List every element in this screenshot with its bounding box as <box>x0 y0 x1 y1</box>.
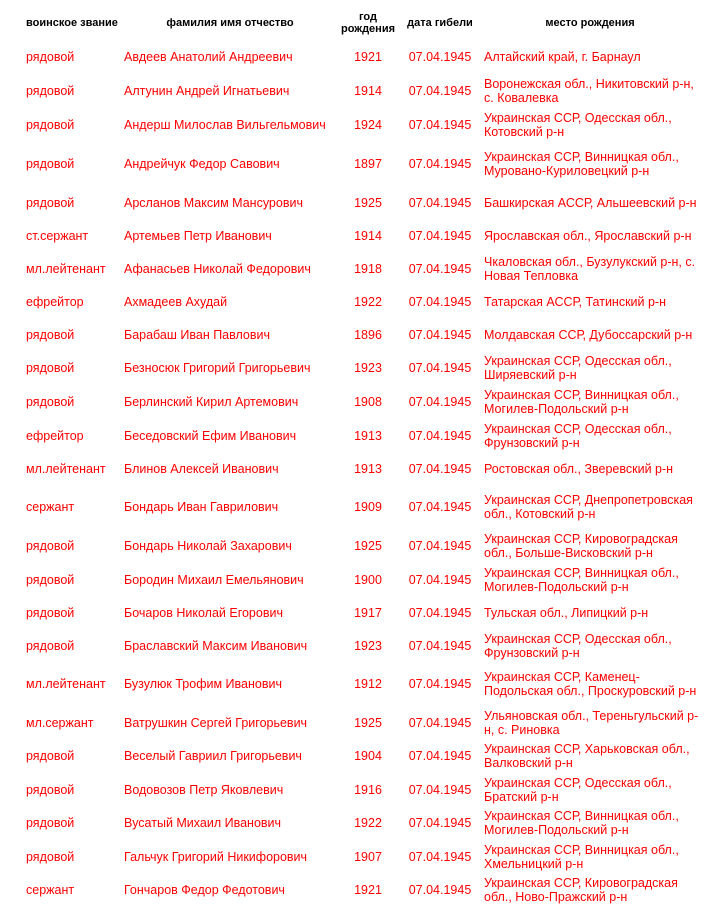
table-row <box>20 739 700 773</box>
cell-death-date: 07.04.1945 <box>408 638 472 653</box>
cell-birthplace: Алтайский край, г. Барнаул <box>484 50 641 64</box>
table-row <box>20 252 700 285</box>
table-row <box>20 318 700 351</box>
table-row <box>20 485 700 529</box>
cell-birthplace: Ростовская обл., Зверевский р-н <box>484 461 674 476</box>
cell-birth-year: 1925 <box>354 715 382 730</box>
cell-birth-year: 1913 <box>354 428 382 443</box>
cell-birthplace: Украинская ССР, Кировоградская обл., Ново-Пражский р-н <box>484 875 678 904</box>
cell-death-date: 07.04.1945 <box>408 50 472 64</box>
cell-birth-year: 1922 <box>354 294 382 309</box>
cell-birthplace: Чкаловская обл., Бузулукский р-н, с. Новая Тепловка <box>484 254 696 283</box>
cell-death-date: 07.04.1945 <box>408 849 472 864</box>
cell-rank: рядовой <box>26 849 75 864</box>
cell-death-date: 07.04.1945 <box>408 882 472 897</box>
cell-birthplace: Украинская ССР, Днепропетровская обл., Котовский р-н <box>484 493 693 521</box>
cell-name: Бузулюк Трофим Иванович <box>124 677 282 691</box>
cell-birthplace: Украинская ССР, Каменец-Подольская обл., Проскуровский р-н <box>484 670 697 698</box>
cell-name: Бондарь Иван Гаврилович <box>124 500 279 514</box>
cell-birth-year: 1924 <box>354 118 382 132</box>
cell-rank: рядовой <box>26 749 75 763</box>
cell-birthplace: Украинская ССР, Одесская обл., Котовский р-н <box>484 111 672 139</box>
cell-death-date: 07.04.1945 <box>408 677 472 691</box>
cell-name: Безносюк Григорий Григорьевич <box>124 361 311 375</box>
table-row <box>20 662 700 706</box>
cell-name: Андерш Милослав Вильгельмович <box>124 118 326 132</box>
table-row <box>20 142 700 186</box>
cell-birthplace: Башкирская АССР, Альшеевский р-н <box>484 195 697 210</box>
cell-rank: рядовой <box>26 84 75 98</box>
table-row <box>20 40 700 74</box>
cell-birthplace: Украинская ССР, Винницкая обл., Могилев-Подольский р-н <box>484 565 679 594</box>
cell-death-date: 07.04.1945 <box>408 228 472 243</box>
table-row <box>20 186 700 219</box>
cell-birthplace: Украинская ССР, Винницкая обл., Могилев-Подольский р-н <box>484 809 679 837</box>
header-row <box>20 6 700 40</box>
cell-birth-year: 1909 <box>354 500 382 514</box>
cell-death-date: 07.04.1945 <box>408 261 472 276</box>
cell-birth-year: 1923 <box>354 361 382 375</box>
cell-death-date: 07.04.1945 <box>408 782 472 797</box>
cell-birthplace: Тульская обл., Липицкий р-н <box>484 605 649 620</box>
cell-name: Бочаров Николай Егорович <box>124 605 283 620</box>
cell-birth-year: 1904 <box>354 749 382 763</box>
cell-rank: рядовой <box>26 395 75 409</box>
cell-rank: рядовой <box>26 327 75 342</box>
table-row <box>20 285 700 318</box>
header-birth-year-line1: год <box>359 11 377 23</box>
cell-birthplace: Украинская ССР, Кировоградская обл., Больше-Висковский р-н <box>484 532 678 560</box>
cell-birth-year: 1925 <box>354 195 382 210</box>
table-row <box>20 806 700 840</box>
table-row <box>20 452 700 485</box>
cell-death-date: 07.04.1945 <box>408 84 472 98</box>
cell-name: Веселый Гавриил Григорьевич <box>124 749 302 763</box>
table-row <box>20 108 700 142</box>
cell-birth-year: 1914 <box>354 228 382 243</box>
table-row <box>20 74 700 108</box>
table-row <box>20 773 700 806</box>
cell-name: Афанасьев Николай Федорович <box>124 261 311 276</box>
cell-death-date: 07.04.1945 <box>408 605 472 620</box>
cell-rank: рядовой <box>26 782 75 797</box>
cell-name: Бондарь Николай Захарович <box>124 539 292 553</box>
cell-birthplace: Молдавская ССР, Дубоссарский р-н <box>484 327 693 342</box>
cell-name: Гончаров Федор Федотович <box>124 882 285 897</box>
cell-birth-year: 1921 <box>354 50 382 64</box>
cell-name: Ахмадеев Ахудай <box>124 294 228 309</box>
cell-birthplace: Украинская ССР, Винницкая обл., Могилев-Подольский р-н <box>484 388 679 416</box>
table-row <box>20 596 700 629</box>
cell-name: Артемьев Петр Иванович <box>124 228 272 243</box>
table-row <box>20 563 700 596</box>
casualty-table <box>20 6 700 906</box>
cell-death-date: 07.04.1945 <box>408 157 472 171</box>
cell-birthplace: Воронежская обл., Никитовский р-н, с. Ковалевка <box>484 77 694 105</box>
cell-name: Берлинский Кирил Артемович <box>124 395 299 409</box>
cell-birth-year: 1916 <box>354 782 382 797</box>
header-name: фамилия имя отчество <box>166 17 294 29</box>
header-birthplace: место рождения <box>545 17 635 29</box>
cell-name: Водовозов Петр Яковлевич <box>124 782 284 797</box>
header-birth-year <box>336 6 400 40</box>
cell-name: Алтунин Андрей Игнатьевич <box>124 84 290 98</box>
table-row <box>20 351 700 385</box>
cell-death-date: 07.04.1945 <box>408 395 472 409</box>
header-death-date: дата гибели <box>407 17 473 29</box>
cell-name: Андрейчук Федор Савович <box>124 157 280 171</box>
cell-death-date: 07.04.1945 <box>408 539 472 553</box>
cell-birth-year: 1918 <box>354 261 382 276</box>
table-row <box>20 706 700 739</box>
cell-birthplace: Украинская ССР, Харьковская обл., Валковский р-н <box>484 742 690 770</box>
cell-birth-year: 1907 <box>354 849 382 864</box>
cell-death-date: 07.04.1945 <box>408 461 472 476</box>
cell-rank: мл.лейтенант <box>26 677 106 691</box>
cell-rank: рядовой <box>26 118 75 132</box>
cell-birth-year: 1913 <box>354 461 382 476</box>
cell-birthplace: Украинская ССР, Винницкая обл., Мурованo-Куриловецкий р-н <box>484 150 679 178</box>
table-row <box>20 629 700 662</box>
cell-birthplace: Украинская ССР, Одесская обл., Братский р-н <box>484 775 672 804</box>
cell-birth-year: 1917 <box>354 605 382 620</box>
table-body <box>20 40 700 906</box>
cell-death-date: 07.04.1945 <box>408 715 472 730</box>
cell-rank: рядовой <box>26 572 75 587</box>
cell-birthplace: Татарская АССР, Татинский р-н <box>484 294 667 309</box>
cell-birthplace: Ульяновская обл., Тереньгульский р-н, с. Риновка <box>484 708 699 737</box>
cell-death-date: 07.04.1945 <box>408 118 472 132</box>
cell-rank: рядовой <box>26 605 75 620</box>
cell-death-date: 07.04.1945 <box>408 327 472 342</box>
cell-birthplace: Украинская ССР, Винницкая обл., Хмельницкий р-н <box>484 842 679 871</box>
cell-birthplace: Ярославская обл., Ярославский р-н <box>484 228 692 243</box>
cell-rank: сержант <box>26 882 75 897</box>
cell-name: Браславский Максим Иванович <box>124 638 308 653</box>
table-row <box>20 385 700 419</box>
cell-birthplace: Украинская ССР, Одесская обл., Ширяевский р-н <box>484 354 672 382</box>
cell-birth-year: 1925 <box>354 539 382 553</box>
cell-death-date: 07.04.1945 <box>408 500 472 514</box>
cell-rank: сержант <box>26 500 75 514</box>
cell-rank: мл.лейтенант <box>26 461 106 476</box>
cell-death-date: 07.04.1945 <box>408 572 472 587</box>
cell-rank: рядовой <box>26 816 75 830</box>
cell-birthplace: Украинская ССР, Одесская обл., Фрунзовский р-н <box>484 631 672 660</box>
cell-rank: мл.сержант <box>26 715 94 730</box>
cell-rank: рядовой <box>26 638 75 653</box>
cell-death-date: 07.04.1945 <box>408 294 472 309</box>
table-row <box>20 840 700 873</box>
cell-name: Беседовский Ефим Иванович <box>124 428 297 443</box>
cell-death-date: 07.04.1945 <box>408 749 472 763</box>
cell-name: Барабаш Иван Павлович <box>124 327 271 342</box>
cell-name: Авдеев Анатолий Андреевич <box>124 50 293 64</box>
cell-birth-year: 1914 <box>354 84 382 98</box>
cell-death-date: 07.04.1945 <box>408 195 472 210</box>
cell-name: Арсланов Максим Мансурович <box>124 195 303 210</box>
cell-rank: ефрейтор <box>26 428 84 443</box>
cell-birth-year: 1897 <box>354 157 382 171</box>
cell-rank: рядовой <box>26 50 75 64</box>
cell-birth-year: 1896 <box>354 327 382 342</box>
cell-name: Блинов Алексей Иванович <box>124 461 279 476</box>
cell-rank: рядовой <box>26 157 75 171</box>
cell-birth-year: 1921 <box>354 882 382 897</box>
cell-rank: рядовой <box>26 195 75 210</box>
table-row <box>20 219 700 252</box>
table-row <box>20 873 700 906</box>
cell-name: Гальчук Григорий Никифорович <box>124 849 308 864</box>
cell-birthplace: Украинская ССР, Одесская обл., Фрунзовский р-н <box>484 421 672 450</box>
cell-name: Ватрушкин Сергей Григорьевич <box>124 715 308 730</box>
cell-birth-year: 1922 <box>354 816 382 830</box>
table-row <box>20 529 700 563</box>
cell-name: Бородин Михаил Емельянович <box>124 572 304 587</box>
cell-death-date: 07.04.1945 <box>408 816 472 830</box>
cell-birth-year: 1912 <box>354 677 382 691</box>
cell-birth-year: 1900 <box>354 572 382 587</box>
cell-birth-year: 1908 <box>354 395 382 409</box>
cell-rank: ефрейтор <box>26 294 84 309</box>
cell-name: Вусатый Михаил Иванович <box>124 816 282 830</box>
cell-rank: рядовой <box>26 539 75 553</box>
cell-death-date: 07.04.1945 <box>408 428 472 443</box>
cell-death-date: 07.04.1945 <box>408 361 472 375</box>
header-rank: воинское звание <box>26 17 118 29</box>
header-birth-year-line2: рождения <box>340 23 396 35</box>
table-row <box>20 419 700 452</box>
cell-rank: мл.лейтенант <box>26 261 106 276</box>
cell-birth-year: 1923 <box>354 638 382 653</box>
cell-rank: рядовой <box>26 361 75 375</box>
cell-rank: ст.сержант <box>26 228 89 243</box>
